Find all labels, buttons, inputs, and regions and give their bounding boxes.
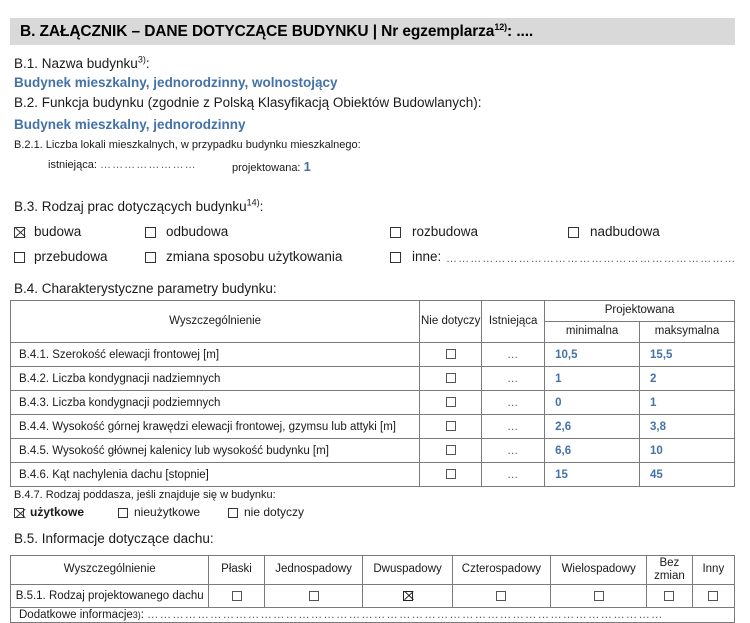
label-odbudowa[interactable]: odbudowa [166,224,229,239]
checkbox-na-b44[interactable] [446,421,456,431]
row-na-b44[interactable] [420,415,482,439]
checkbox-roof-plaski[interactable] [232,591,242,601]
row-na-b42[interactable] [420,367,482,391]
roof-cell-plaski[interactable] [209,585,264,608]
b2-planned-label [232,159,311,174]
roof-header-jednospadowy: Jednospadowy [264,556,363,585]
roof-header-czterospadowy: Czterospadowy [452,556,551,585]
row-existing-b46[interactable]: … [482,463,545,487]
checkbox-na-b45[interactable] [446,445,456,455]
checkbox-zmiana-sposobu-uzytkowania[interactable] [145,252,156,263]
row-existing-b43[interactable]: … [482,391,545,415]
roof-cell-dwuspadowy[interactable] [363,585,452,608]
roof-row-label: B.5.1. Rodzaj projektowanego dachu [11,585,209,608]
checkbox-budowa[interactable] [14,227,25,238]
row-item-b42: B.4.2. Liczba kondygnacji nadziemnych [11,367,420,391]
checkbox-odbudowa[interactable] [145,227,156,238]
table-row [11,463,735,487]
header-projektowana: Projektowana [545,301,735,322]
checkbox-na-b41[interactable] [446,349,456,359]
table-row [11,343,735,367]
row-item-b44: B.4.4. Wysokość górnej krawędzi elewacji frontowej, gzymsu lub attyki [m] [11,415,420,439]
b2-existing-label [48,159,197,171]
b2-planned-label-text: projektowana: [232,162,301,174]
checkbox-na-b43[interactable] [446,397,456,407]
roof-cell-wielospadowy[interactable] [551,585,647,608]
row-max-b43[interactable]: 1 [640,391,735,415]
checkbox-roof-inny[interactable] [708,591,718,601]
b2-1-label: B.2.1. Liczba lokali mieszkalnych, w przypadku budynku mieszkalnego: [14,139,361,151]
header-istniejaca: Istniejąca [482,301,545,343]
label-inne[interactable]: inne: [412,249,442,264]
checkbox-na-b42[interactable] [446,373,456,383]
additional-information-input-line[interactable]: …………………………………………………………………………………………………………… [147,608,664,621]
row-item-b46: B.4.6. Kąt nachylenia dachu [stopnie] [11,463,420,487]
roof-table-body [11,585,735,608]
row-max-b45[interactable]: 10 [640,439,735,463]
b1-label [14,56,150,71]
roof-cell-inny[interactable] [692,585,734,608]
label-uzytkowe[interactable]: użytkowe [30,505,85,519]
label-przebudowa[interactable]: przebudowa [34,249,108,264]
roof-header-inny: Inny [692,556,734,585]
section-title [10,23,533,41]
checkbox-roof-dwuspadowy[interactable] [403,591,413,601]
roof-cell-bez-zmian[interactable] [647,585,693,608]
row-item-b43: B.4.3. Liczba kondygnacji podziemnych [11,391,420,415]
roof-header-bez-zmian: Bez zmian [647,556,693,585]
building-parameters-table [10,300,735,487]
checkbox-na-b46[interactable] [446,469,456,479]
checkbox-roof-jednospadowy[interactable] [309,591,319,601]
row-min-b45[interactable]: 6,6 [545,439,640,463]
b3-colon: : [259,199,264,214]
b4-label: B.4. Charakterystyczne parametry budynku: [14,281,277,296]
header-wyszczegolnienie: Wyszczególnienie [11,301,420,343]
row-na-b41[interactable] [420,343,482,367]
row-max-b44[interactable]: 3,8 [640,415,735,439]
b2-value[interactable]: Budynek mieszkalny, jednorodzinny [14,117,246,132]
b1-footnote: 3) [137,54,146,65]
checkbox-roof-czterospadowy[interactable] [496,591,506,601]
row-item-b41: B.4.1. Szerokość elewacji frontowej [m] [11,343,420,367]
row-item-b45: B.4.5. Wysokość głównej kalenicy lub wysokość budynku [m] [11,439,420,463]
row-min-b41[interactable]: 10,5 [545,343,640,367]
row-min-b44[interactable]: 2,6 [545,415,640,439]
additional-information-row: Dodatkowe informacje 3) : …………………………………………………………………………………………………………… [10,607,735,623]
row-max-b41[interactable]: 15,5 [640,343,735,367]
roof-header-plaski: Płaski [209,556,264,585]
label-nadbudowa[interactable]: nadbudowa [590,224,660,239]
label-zmiana-sposobu-uzytkowania[interactable]: zmiana sposobu użytkowania [166,249,343,264]
table-row [11,367,735,391]
header-maksymalna: maksymalna [640,322,735,343]
section-title-text: B. ZAŁĄCZNIK – DANE DOTYCZĄCE BUDYNKU | Nr egzemplarza [20,22,495,40]
table-row [11,391,735,415]
b3-label-text: B.3. Rodzaj prac dotyczących budynku [14,199,247,214]
label-nieuzytkowe[interactable]: nieużytkowe [134,505,201,519]
roof-header-wielospadowy: Wielospadowy [551,556,647,585]
table-row [11,439,735,463]
roof-header-wyszczegolnienie: Wyszczególnienie [11,556,209,585]
roof-cell-jednospadowy[interactable] [264,585,363,608]
checkbox-przebudowa[interactable] [14,252,25,263]
section-banner [10,18,735,45]
checkbox-roof-bez-zmian[interactable] [664,591,674,601]
checkbox-uzytkowe[interactable] [14,508,24,518]
row-na-b46[interactable] [420,463,482,487]
params-table-body [11,343,735,487]
section-title-footnote: 12) [494,21,508,32]
b2-existing-value[interactable]: …………………… [99,159,197,171]
b1-value[interactable]: Budynek mieszkalny, jednorodzinny, wolnostojący [14,75,338,90]
row-min-b43[interactable]: 0 [545,391,640,415]
roof-header-row [11,556,735,585]
section-title-tail: : .... [507,22,534,40]
row-existing-b45[interactable]: … [482,439,545,463]
checkbox-rozbudowa[interactable] [390,227,401,238]
params-header-row-1 [11,301,735,322]
additional-information-colon: : [140,608,144,621]
b2-planned-value[interactable]: 1 [303,159,311,174]
b1-label-text: B.1. Nazwa budynku [14,56,138,71]
b1-colon: : [145,56,150,71]
b3-label [14,199,263,214]
b4-7-label: B.4.7. Rodzaj poddasza, jeśli znajduje się w budynku: [14,489,276,501]
row-existing-b42[interactable]: … [482,367,545,391]
roof-header-dwuspadowy: Dwuspadowy [363,556,452,585]
row-max-b46[interactable]: 45 [640,463,735,487]
checkbox-nadbudowa[interactable] [568,227,579,238]
table-row [11,585,735,608]
header-nie-dotyczy: Nie dotyczy [420,301,482,343]
row-min-b42[interactable]: 1 [545,367,640,391]
roof-cell-czterospadowy[interactable] [452,585,551,608]
b3-footnote: 14) [246,197,260,208]
b5-label: B.5. Informacje dotyczące dachu: [14,531,214,546]
table-row [11,415,735,439]
row-na-b45[interactable] [420,439,482,463]
checkbox-nie-dotyczy-poddasze[interactable] [228,508,238,518]
b2-existing-label-text: istniejąca: [48,159,97,171]
row-min-b46[interactable]: 15 [545,463,640,487]
inne-input-line[interactable]: ……………………………………………………………… [446,253,737,265]
label-budowa[interactable]: budowa [34,224,82,239]
additional-information-label: Dodatkowe informacje [19,608,133,621]
row-na-b43[interactable] [420,391,482,415]
row-max-b42[interactable]: 2 [640,367,735,391]
label-nie-dotyczy-poddasze[interactable]: nie dotyczy [244,505,305,519]
checkbox-inne[interactable] [390,252,401,263]
b2-label: B.2. Funkcja budynku (zgodnie z Polską Klasyfikacją Obiektów Budowlanych): [14,95,482,110]
roof-information-table [10,555,735,608]
header-minimalna: minimalna [545,322,640,343]
checkbox-nieuzytkowe[interactable] [118,508,128,518]
row-existing-b44[interactable]: … [482,415,545,439]
label-rozbudowa[interactable]: rozbudowa [412,224,479,239]
checkbox-roof-wielospadowy[interactable] [594,591,604,601]
row-existing-b41[interactable]: … [482,343,545,367]
